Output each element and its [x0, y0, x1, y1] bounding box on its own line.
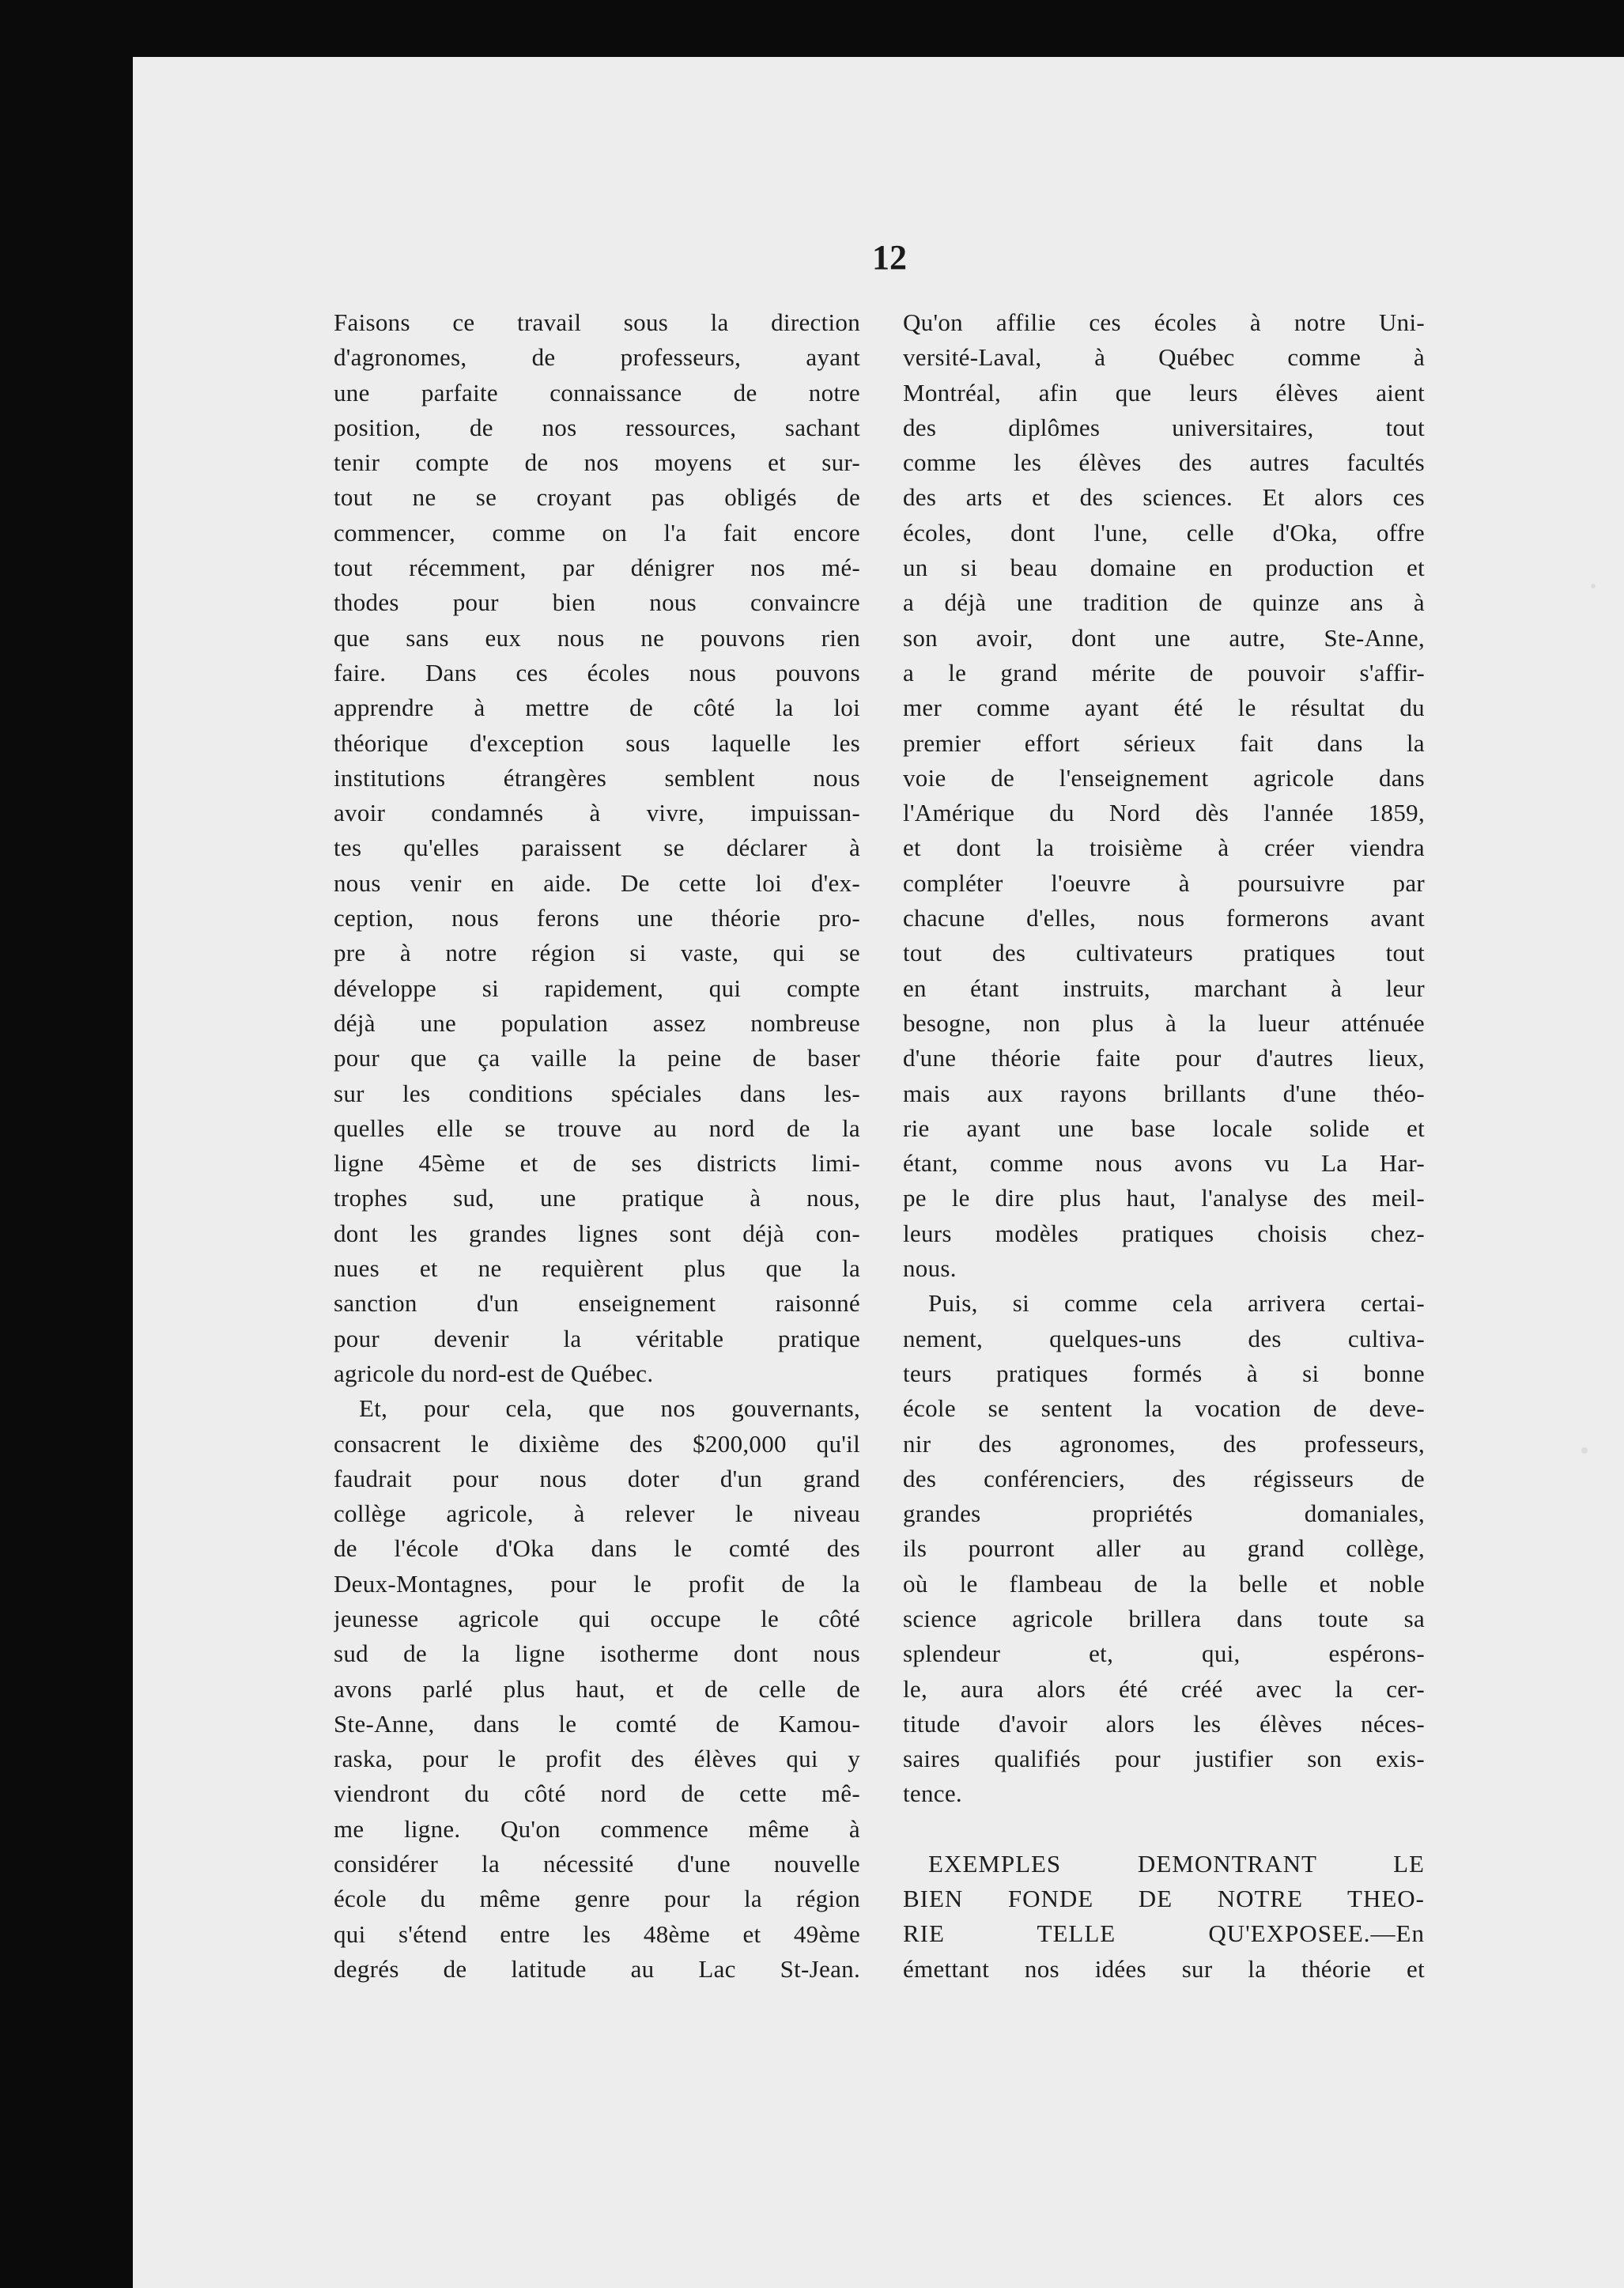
section-heading-line: BIEN FONDE DE NOTRE THEO- [903, 1885, 1425, 1913]
text-line: viendront du côté nord de cette mê- [334, 1779, 860, 1808]
text-line: Qu'on affilie ces écoles à notre Uni- [903, 308, 1425, 336]
text-line: tence. [903, 1779, 962, 1808]
section-gap [903, 1812, 1425, 1847]
text-line: thodes pour bien nous convaincre [334, 588, 860, 617]
text-line: émettant nos idées sur la théorie et [903, 1954, 1425, 1983]
text-line: nous. [903, 1254, 957, 1283]
section-heading-line: RIE TELLE QU'EXPOSEE.—En [903, 1919, 1425, 1948]
text-line: son avoir, dont une autre, Ste-Anne, [903, 623, 1425, 652]
text-line: compléter l'oeuvre à poursuivre par [903, 868, 1425, 897]
text-line: Deux-Montagnes, pour le profit de la [334, 1569, 860, 1598]
text-line: Montréal, afin que leurs élèves aient [903, 378, 1425, 407]
text-line: le, aura alors été créé avec la cer- [903, 1674, 1425, 1703]
text-line: sud de la ligne isotherme dont nous [334, 1639, 860, 1668]
text-line: pour devenir la véritable pratique [334, 1324, 860, 1352]
text-line: saires qualifiés pour justifier son exis- [903, 1745, 1425, 1773]
text-line: qui s'étend entre les 48ème et 49ème [334, 1919, 860, 1948]
text-line: chacune d'elles, nous formerons avant [903, 904, 1425, 932]
dust-speck [1591, 584, 1596, 588]
text-line: nues et ne requièrent plus que la [334, 1254, 860, 1283]
text-line: comme les élèves des autres facultés [903, 448, 1425, 477]
section-heading-line: EXEMPLES DEMONTRANT LE [928, 1849, 1425, 1878]
text-line: l'Amérique du Nord dès l'année 1859, [903, 799, 1425, 827]
text-line: premier effort sérieux fait dans la [903, 728, 1425, 757]
text-line: trophes sud, une pratique à nous, [334, 1184, 860, 1212]
text-line: d'une théorie faite pour d'autres lieux, [903, 1044, 1425, 1072]
text-line: théorique d'exception sous laquelle les [334, 728, 860, 757]
text-line: titude d'avoir alors les élèves néces- [903, 1709, 1425, 1738]
text-line: Ste-Anne, dans le comté de Kamou- [334, 1709, 860, 1738]
text-line: dont les grandes lignes sont déjà con- [334, 1219, 860, 1247]
text-line: science agricole brillera dans toute sa [903, 1604, 1425, 1632]
text-line: tout des cultivateurs pratiques tout [903, 939, 1425, 967]
text-line: Faisons ce travail sous la direction [334, 308, 860, 336]
page-number: 12 [872, 238, 907, 277]
text-line: ception, nous ferons une théorie pro- [334, 904, 860, 932]
text-line: a le grand mérite de pouvoir s'affir- [903, 658, 1425, 686]
text-line: étant, comme nous avons vu La Har- [903, 1149, 1425, 1178]
text-line: des arts et des sciences. Et alors ces [903, 483, 1425, 512]
text-line: faire. Dans ces écoles nous pouvons [334, 658, 860, 686]
text-line: des diplômes universitaires, tout [903, 413, 1425, 441]
text-line: a déjà une tradition de quinze ans à [903, 588, 1425, 617]
text-line: considérer la nécessité d'une nouvelle [334, 1850, 860, 1878]
text-line: position, de nos ressources, sachant [334, 413, 860, 441]
text-line: que sans eux nous ne pouvons rien [334, 623, 860, 652]
text-line: ligne 45ème et de ses districts limi- [334, 1149, 860, 1178]
text-line: mais aux rayons brillants d'une théo- [903, 1079, 1425, 1107]
right-text-column [903, 305, 1425, 1987]
text-line: pre à notre région si vaste, qui se [334, 939, 860, 967]
text-line: leurs modèles pratiques choisis chez- [903, 1219, 1425, 1247]
text-line: besogne, non plus à la lueur atténuée [903, 1008, 1425, 1037]
text-line: consacrent le dixième des $200,000 qu'il [334, 1429, 860, 1458]
text-line: avoir condamnés à vivre, impuissan- [334, 799, 860, 827]
text-line: de l'école d'Oka dans le comté des [334, 1534, 860, 1563]
text-line: nement, quelques-uns des cultiva- [903, 1324, 1425, 1352]
text-line: avons parlé plus haut, et de celle de [334, 1674, 860, 1703]
text-line: école du même genre pour la région [334, 1885, 860, 1913]
text-line: des conférenciers, des régisseurs de [903, 1464, 1425, 1492]
text-line: commencer, comme on l'a fait encore [334, 518, 860, 546]
text-line: une parfaite connaissance de notre [334, 378, 860, 407]
text-line: mer comme ayant été le résultat du [903, 694, 1425, 722]
text-line: tenir compte de nos moyens et sur- [334, 448, 860, 477]
text-line: en étant instruits, marchant à leur [903, 974, 1425, 1002]
text-line: où le flambeau de la belle et noble [903, 1569, 1425, 1598]
text-line: sanction d'un enseignement raisonné [334, 1289, 860, 1318]
text-line: nir des agronomes, des professeurs, [903, 1429, 1425, 1458]
text-line: jeunesse agricole qui occupe le côté [334, 1604, 860, 1632]
text-line: pour que ça vaille la peine de baser [334, 1044, 860, 1072]
text-line: déjà une population assez nombreuse [334, 1008, 860, 1037]
text-line: Puis, si comme cela arrivera certai- [928, 1289, 1425, 1318]
text-line: rie ayant une base locale solide et [903, 1114, 1425, 1142]
text-line: apprendre à mettre de côté la loi [334, 694, 860, 722]
text-line: faudrait pour nous doter d'un grand [334, 1464, 860, 1492]
text-line: développe si rapidement, qui compte [334, 974, 860, 1002]
text-line: versité-Laval, à Québec comme à [903, 343, 1425, 372]
text-line: école se sentent la vocation de deve- [903, 1394, 1425, 1423]
text-line: sur les conditions spéciales dans les- [334, 1079, 860, 1107]
text-line: collège agricole, à relever le niveau [334, 1499, 860, 1528]
text-line: écoles, dont l'une, celle d'Oka, offre [903, 518, 1425, 546]
text-line: pe le dire plus haut, l'analyse des meil- [903, 1184, 1425, 1212]
text-line: splendeur et, qui, espérons- [903, 1639, 1425, 1668]
text-line: ils pourront aller au grand collège, [903, 1534, 1425, 1563]
left-text-column [334, 305, 860, 1987]
text-line: d'agronomes, de professeurs, ayant [334, 343, 860, 372]
text-line: tes qu'elles paraissent se déclarer à [334, 834, 860, 862]
dust-speck [1581, 1447, 1588, 1454]
text-line: et dont la troisième à créer viendra [903, 834, 1425, 862]
text-line: teurs pratiques formés à si bonne [903, 1359, 1425, 1387]
text-line: Et, pour cela, que nos gouvernants, [359, 1394, 860, 1423]
text-line: un si beau domaine en production et [903, 554, 1425, 582]
text-line: tout ne se croyant pas obligés de [334, 483, 860, 512]
text-line: agricole du nord-est de Québec. [334, 1359, 654, 1387]
text-line: tout récemment, par dénigrer nos mé- [334, 554, 860, 582]
text-line: degrés de latitude au Lac St-Jean. [334, 1954, 860, 1983]
text-line: me ligne. Qu'on commence même à [334, 1814, 860, 1843]
text-line: quelles elle se trouve au nord de la [334, 1114, 860, 1142]
text-line: grandes propriétés domaniales, [903, 1499, 1425, 1528]
text-line: voie de l'enseignement agricole dans [903, 763, 1425, 792]
text-line: raska, pour le profit des élèves qui y [334, 1745, 860, 1773]
text-line: nous venir en aide. De cette loi d'ex- [334, 868, 860, 897]
text-line: institutions étrangères semblent nous [334, 763, 860, 792]
